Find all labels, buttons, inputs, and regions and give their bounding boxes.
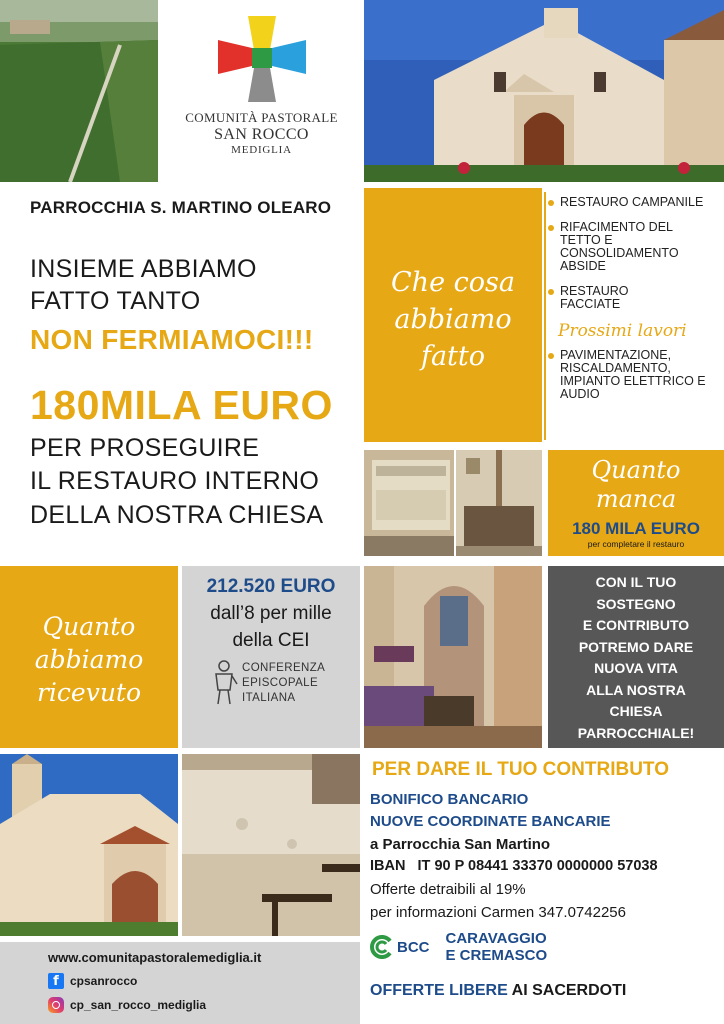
logo-line-3: MEDIGLIA (231, 144, 292, 156)
missing-title-1: Quanto (591, 456, 681, 484)
altar-photo (364, 566, 542, 748)
cei-logo-line-2: EPISCOPALE (242, 676, 319, 689)
instagram-icon (48, 997, 64, 1013)
logo-line-1: COMUNITÀ PASTORALE (185, 110, 338, 125)
support-line: PARROCCHIALE! (577, 724, 695, 741)
intro-line-2: FATTO TANTO (30, 287, 201, 315)
cei-line-2: della CEI (232, 630, 310, 651)
cei-logo-line-3: ITALIANA (242, 691, 296, 704)
church-facade-photo (364, 0, 724, 182)
list-item: PAVIMENTAZIONE, RISCALDAMENTO, IMPIANTO ELETTRICO E AUDIO (548, 349, 716, 401)
cei-logo (210, 660, 360, 706)
figure-icon (210, 660, 238, 706)
missing-amount-box (548, 450, 724, 556)
parish-name: PARROCCHIA S. MARTINO OLEARO (30, 198, 332, 217)
cross-logo-icon (216, 14, 308, 104)
received-title-1: Quanto (42, 612, 136, 641)
next-works-title: Prossimi lavori (558, 321, 687, 341)
goal-amount: 180MILA EURO (30, 382, 333, 428)
interior-heater-photo (456, 450, 542, 556)
info-contact: per informazioni Carmen 347.0742256 (370, 904, 626, 921)
works-divider (544, 192, 546, 440)
works-done-box (364, 188, 542, 442)
support-line: NUOVA VITA (594, 660, 678, 676)
works-done-title-2: abbiamo (394, 304, 512, 335)
interior-radiator-photo (364, 450, 454, 556)
missing-title-2: manca (595, 485, 677, 513)
intro-highlight: NON FERMIAMOCI!!! (30, 324, 314, 355)
intro-line-1: INSIEME ABBIAMO (30, 255, 257, 283)
cei-logo-line-1: CONFERENZA (242, 661, 326, 674)
bank-transfer-label: BONIFICO BANCARIO (370, 791, 529, 808)
list-item: RIFACIMENTO DEL TETTO E CONSOLIDAMENTO ABSIDE (548, 221, 698, 273)
goal-line-1: PER PROSEGUIRE (30, 434, 260, 462)
facebook-handle: cpsanrocco (70, 974, 138, 988)
received-title-2: abbiamo (34, 645, 144, 674)
damaged-wall-photo (182, 754, 360, 936)
works-done-title-3: fatto (420, 341, 486, 372)
bank-logo (370, 930, 547, 964)
free-offers-black: AI SACERDOTI (511, 982, 627, 999)
goal-line-2: IL RESTAURO INTERNO (30, 467, 320, 495)
cei-line-1: dall’8 per mille (210, 603, 332, 624)
support-line: ALLA NOSTRA (586, 681, 686, 698)
community-logo (160, 0, 363, 182)
contribution-title: PER DARE IL TUO CONTRIBUTO (372, 759, 669, 780)
goal-line-3: DELLA NOSTRA CHIESA (30, 501, 324, 529)
new-coordinates-label: NUOVE COORDINATE BANCARIE (370, 813, 611, 830)
support-message-box (548, 566, 724, 748)
bank-name-1: CARAVAGGIO (445, 930, 547, 947)
free-offers (370, 982, 626, 1000)
bcc-logo-icon (370, 935, 394, 959)
instagram-handle: cp_san_rocco_mediglia (70, 998, 207, 1012)
bcc-label: BCC (397, 938, 430, 956)
instagram-link[interactable] (48, 997, 206, 1013)
cei-amount: 212.520 EURO (206, 576, 336, 597)
list-item: RESTAURO CAMPANILE (548, 196, 718, 209)
received-title-3: ricevuto (36, 678, 142, 707)
facebook-icon: f (48, 973, 64, 989)
aerial-photo (0, 0, 158, 182)
website-link[interactable]: www.comunitapastoralemediglia.it (48, 950, 262, 965)
bank-name-2: E CREMASCO (445, 947, 548, 964)
iban: IBAN IT 90 P 08441 33370 0000000 57038 (370, 858, 658, 874)
works-list (548, 196, 718, 413)
logo-line-2: SAN ROCCO (214, 126, 309, 143)
support-line: SOSTEGNO (596, 595, 676, 612)
missing-amount: 180 MILA EURO (572, 519, 700, 538)
beneficiary: a Parrocchia San Martino (370, 836, 551, 853)
support-line: E CONTRIBUTO (582, 617, 690, 633)
deductible-note: Offerte detraibili al 19% (370, 881, 526, 898)
church-side-photo (0, 754, 178, 936)
works-done-title-1: Che cosa (391, 267, 515, 298)
support-line: CHIESA (609, 703, 663, 719)
support-line: CON IL TUO (595, 574, 677, 590)
missing-note: per completare il restauro (587, 539, 685, 549)
free-offers-blue: OFFERTE LIBERE (370, 982, 508, 999)
received-box (0, 566, 178, 748)
facebook-link[interactable] (48, 973, 137, 989)
cei-box (182, 566, 360, 748)
list-item: RESTAURO FACCIATE (548, 285, 638, 311)
support-line: POTREMO DARE (578, 638, 694, 655)
